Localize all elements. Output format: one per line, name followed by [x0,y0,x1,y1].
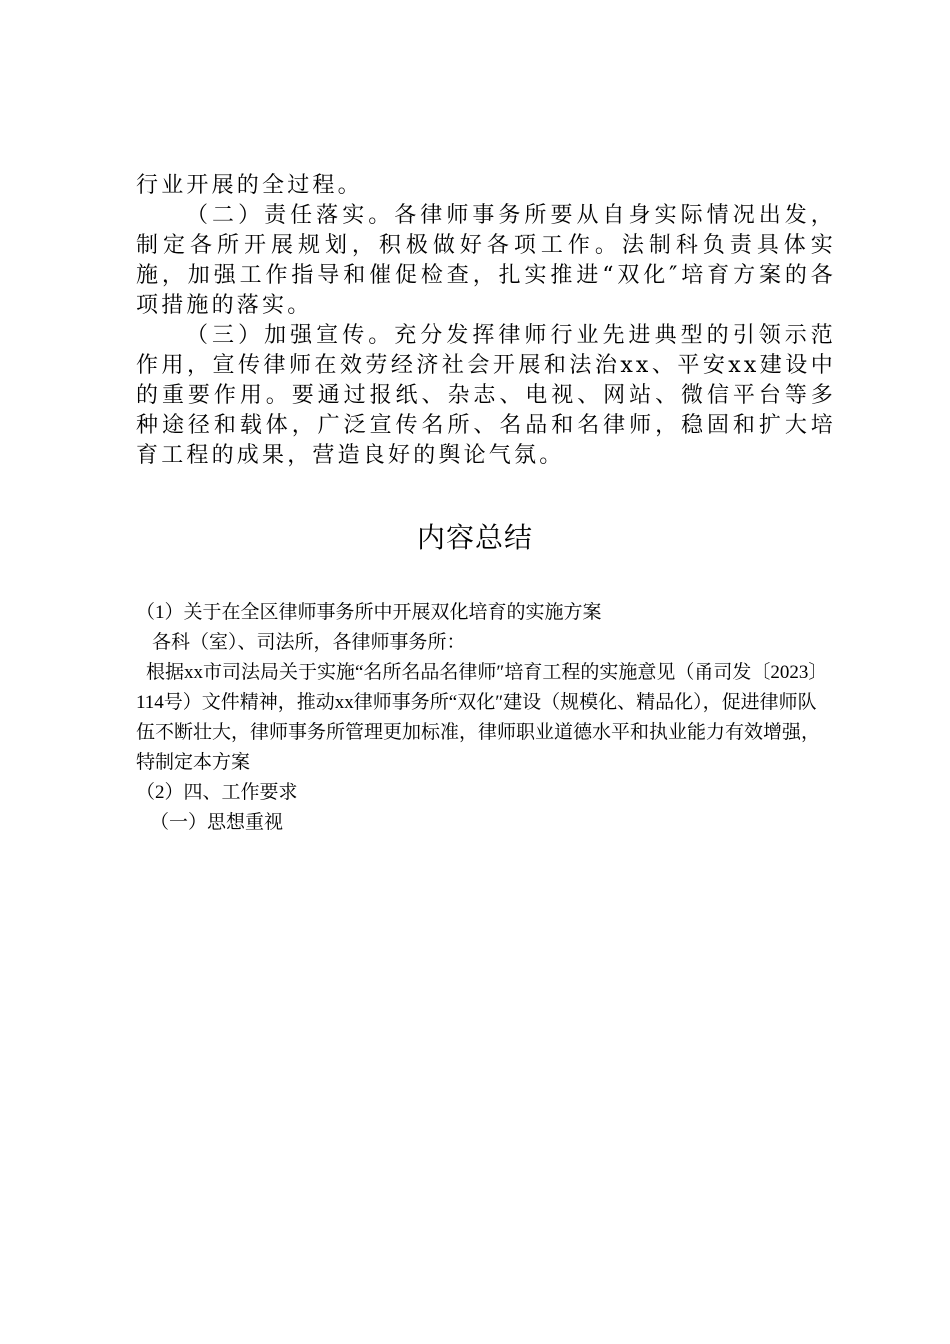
summary-item-2-title: （2）四、工作要求 [136,782,298,803]
summary-heading: 内容总结 [416,523,533,554]
paragraph-publicity: （三）加强宣传。充分发挥律师行业先进典型的引领示范作用，宣传律师在效劳经济社会开展和法治xx、平安xx建设中的重要作用。要通过报纸、杂志、电视、网站、微信平台等多种途径和载体，广泛宣传名所、名品和名律师，稳固和扩大培育工程的成果，营造良好的舆论气氛。 [136,323,836,468]
summary-item-2-sub: （一）思想重视 [150,812,284,833]
paragraph-responsibility: （二）责任落实。各律师事务所要从自身实际情况出发，制定各所开展规划，积极做好各项工作。法制科负责具体实施，加强工作指导和催促检查，扎实推进“双化″培育方案的各项措施的落实。 [136,203,836,318]
summary-item-1-body: 根据xx市司法局关于实施“名所名品名律师″培育工程的实施意见（甬司发〔2023〕114号）文件精神，推动xx律师事务所“双化″建设（规模化、精品化），促进律师队伍不断壮大，律师事务所管理更加标准，律师职业道德水平和执业能力有效增强，特制定本方案 [136,662,821,773]
body-text [136,171,836,471]
paragraph-continuation: 行业开展的全过程。 [136,173,363,198]
summary-item-1-title: （1）关于在全区律师事务所中开展双化培育的实施方案 [136,602,602,623]
summary-item-1-salutation: 各科（室）、司法所，各律师事务所： [152,632,466,653]
summary-section [136,598,826,838]
